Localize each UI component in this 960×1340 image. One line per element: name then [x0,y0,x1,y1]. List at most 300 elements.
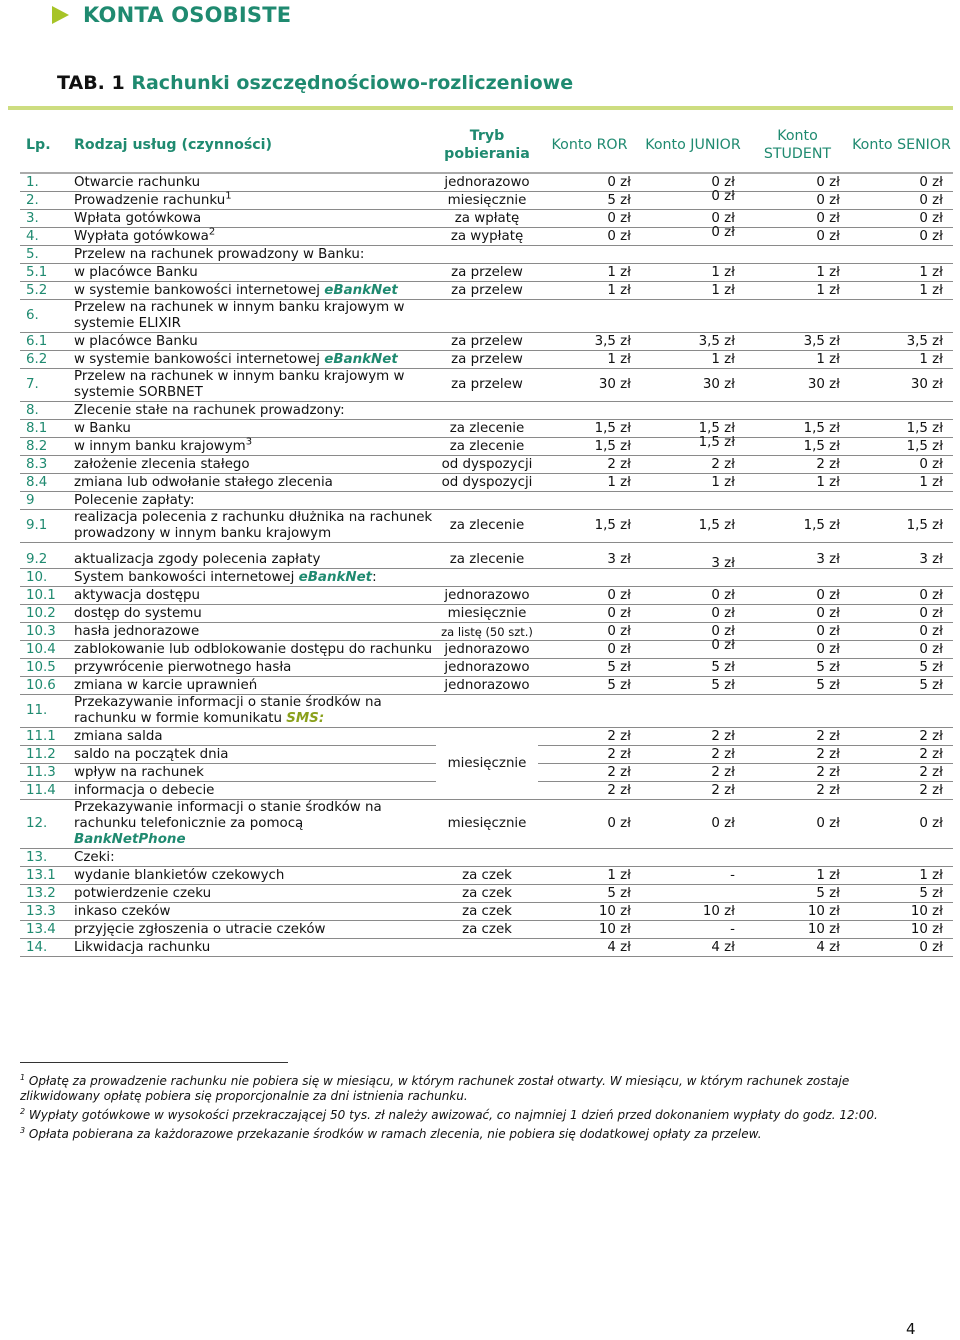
service-text: Przelew na rachunek prowadzony w Banku: [74,246,365,262]
fee-junior [641,849,745,867]
service-text: w systemie bankowości internetowej [74,351,321,367]
table-row [20,728,953,746]
service-text: Likwidacja rachunku [74,939,211,955]
row-number: 9 [20,492,74,510]
fee-senior [850,300,953,333]
fee-ror [538,300,641,333]
fee-ror [538,764,641,782]
fee-value: 3 zł [816,551,840,567]
fee-value: 1,5 zł [594,518,631,533]
fee-value: - [730,921,735,937]
fee-mode: za przelew [436,333,538,351]
fee-value: 1 zł [711,282,735,298]
table-row [20,246,953,264]
fee-student [745,764,850,782]
fee-junior [641,921,745,939]
fee-value: 0 zł [607,605,631,621]
fee-student [745,569,850,587]
fee-ror [538,885,641,903]
fee-student [745,351,850,369]
row-number: 8.2 [20,438,74,456]
footnote-number: 1 [20,1073,26,1082]
fee-value: 0 zł [607,174,631,190]
fee-value: 4 zł [816,939,840,955]
fee-mode: za listę (50 szt.) [436,623,538,641]
fee-value: 1,5 zł [906,420,943,436]
service-name [74,659,436,677]
fee-value: 1 zł [816,867,840,883]
fee-value: 30 zł [910,377,943,392]
row-number: 11.3 [20,764,74,782]
fee-mode: jednorazowo [436,587,538,605]
fee-junior [641,300,745,333]
fee-senior [850,569,953,587]
fee-value: 0 zł [919,456,943,472]
table-row [20,641,953,659]
fee-value: 0 zł [607,587,631,603]
service-text: w systemie bankowości internetowej [74,282,321,298]
fee-student [745,695,850,728]
fee-value: 1 zł [816,264,840,280]
table-row [20,587,953,605]
section-title: KONTA OSOBISTE [83,3,292,27]
fee-student [745,551,850,569]
fee-value: 5 zł [711,659,735,675]
fee-senior [850,173,953,192]
fee-value: 0 zł [919,939,943,955]
fee-mode: za przelew [436,282,538,300]
table-row [20,659,953,677]
service-name [74,746,436,764]
table-row [20,510,953,543]
fee-junior [641,569,745,587]
fee-mode: miesięcznie [436,605,538,623]
fee-value: 0 zł [816,816,840,831]
fee-value: 0 zł [919,641,943,657]
fee-value: 1 zł [919,351,943,367]
footnotes [20,1070,910,1142]
fee-mode: jednorazowo [436,641,538,659]
service-name [74,728,436,746]
fee-value: 30 zł [598,377,631,392]
fee-senior [850,246,953,264]
fee-value: 30 zł [807,377,840,392]
fee-value: 5 zł [711,677,735,693]
footnote [20,1123,910,1142]
fee-value: 1 zł [919,474,943,490]
table-row [20,456,953,474]
fee-ror [538,192,641,210]
fee-ror [538,210,641,228]
service-text: aktywacja dostępu [74,587,200,603]
col-junior: Konto JUNIOR [641,118,745,173]
fee-junior [641,782,745,800]
fee-junior [641,282,745,300]
fee-senior [850,210,953,228]
fee-senior [850,351,953,369]
fee-student [745,402,850,420]
fee-mode: za zlecenie [436,510,538,543]
fee-senior [850,921,953,939]
fee-value: 0 zł [816,623,840,639]
fee-value: 5 zł [607,677,631,693]
fee-value: 10 zł [910,921,943,937]
fee-value: 5 zł [919,677,943,693]
fee-student [745,282,850,300]
table-row [20,369,953,402]
fee-senior [850,728,953,746]
fee-value: 2 zł [607,456,631,472]
fee-junior [641,333,745,351]
col-student: Konto STUDENT [745,118,850,173]
fee-mode: jednorazowo [436,173,538,192]
footnote-ref: 2 [208,226,216,238]
fee-senior [850,782,953,800]
service-text: Przelew na rachunek w innym banku krajowym w systemie SORBNET [74,369,405,400]
fee-student [745,420,850,438]
fee-junior [641,677,745,695]
service-name [74,605,436,623]
service-text: informacja o debecie [74,782,215,798]
fee-student [745,333,850,351]
service-name [74,885,436,903]
service-text: wydanie blankietów czekowych [74,867,285,883]
service-text: przyjęcie zgłoszenia o utracie czeków [74,921,326,937]
fee-senior [850,641,953,659]
service-text: w placówce Banku [74,264,198,280]
fee-senior [850,510,953,543]
service-text: w placówce Banku [74,333,198,349]
service-text: Polecenie zapłaty: [74,492,195,508]
table-row [20,867,953,885]
fee-value: 0 zł [607,641,631,657]
fee-mode: miesięcznie [436,728,538,800]
table-row [20,474,953,492]
fee-value: 1,5 zł [698,518,735,533]
fee-value: 10 zł [807,903,840,919]
fee-mode [436,569,538,587]
fee-value: 0 zł [711,623,735,639]
fee-ror [538,867,641,885]
row-number: 5.1 [20,264,74,282]
fee-junior [641,434,745,456]
fee-value: 1 zł [607,351,631,367]
fee-value: 2 zł [919,782,943,798]
fee-mode: za zlecenie [436,438,538,456]
fee-mode: za czek [436,903,538,921]
fee-mode [436,849,538,867]
fee-value: 0 zł [919,192,943,208]
service-text: realizacja polecenia z rachunku dłużnika na rachunek prowadzony w innym banku krajowym [74,510,433,541]
fee-student [745,782,850,800]
fee-value: 2 zł [919,746,943,762]
fee-value: 2 zł [607,746,631,762]
fee-student [745,623,850,641]
service-text: zmiana salda [74,728,163,744]
fee-junior [641,746,745,764]
service-text: Otwarcie rachunku [74,174,201,190]
fee-senior [850,264,953,282]
fee-mode: miesięcznie [436,192,538,210]
footnote-number: 3 [20,1126,26,1135]
fee-value: 0 zł [711,637,735,653]
fee-mode [436,402,538,420]
fee-student [745,438,850,456]
fee-senior [850,764,953,782]
fee-ror [538,623,641,641]
fee-value: 1 zł [919,867,943,883]
fee-junior [641,224,745,246]
table-row [20,903,953,921]
fee-ror [538,351,641,369]
footnote-ref: 1 [225,190,232,202]
fee-student [745,728,850,746]
fee-senior [850,885,953,903]
fee-student [745,605,850,623]
fee-student [745,885,850,903]
fee-value: 0 zł [711,174,735,190]
service-name [74,438,436,456]
row-number: 10. [20,569,74,587]
fee-value: 0 zł [919,587,943,603]
fee-value: 1 zł [816,474,840,490]
fee-student [745,173,850,192]
fee-value: 2 zł [816,764,840,780]
fee-mode: za czek [436,921,538,939]
fee-value: 1,5 zł [594,438,631,454]
service-text: aktualizacja zgody polecenia zapłaty [74,551,321,567]
fee-ror [538,333,641,351]
fee-ror [538,474,641,492]
fee-value: 1 zł [607,282,631,298]
service-name [74,369,436,402]
fee-ror [538,782,641,800]
fee-mode [436,939,538,957]
fee-value: 0 zł [919,174,943,190]
service-text: Wpłata gotówkowa [74,210,202,226]
fee-value: 10 zł [807,921,840,937]
fee-value: 1,5 zł [906,518,943,533]
fee-value: 1 zł [607,474,631,490]
fee-value: 5 zł [919,659,943,675]
service-text: dostęp do systemu [74,605,202,621]
fee-value: 2 zł [711,746,735,762]
row-number: 13. [20,849,74,867]
fee-value: 3,5 zł [803,333,840,349]
fee-ror [538,438,641,456]
service-name: System bankowości internetowej eBankNet: [74,569,436,587]
table-row [20,569,953,587]
fee-value: 0 zł [816,641,840,657]
fee-mode: miesięcznie [436,800,538,849]
fee-senior [850,903,953,921]
fee-student [745,474,850,492]
fee-value: 4 zł [711,939,735,955]
service-name [74,300,436,333]
fee-senior [850,402,953,420]
row-number: 13.2 [20,885,74,903]
fee-value: 0 zł [711,605,735,621]
fee-value: 2 zł [919,764,943,780]
col-senior: Konto SENIOR [850,118,953,173]
fee-senior [850,228,953,246]
fee-mode [436,300,538,333]
service-text: założenie zlecenia stałego [74,456,250,472]
fee-value: 10 zł [910,903,943,919]
table-row [20,492,953,510]
fee-value: 2 zł [711,782,735,798]
fee-value: 1,5 zł [803,518,840,533]
table-header-row [20,118,953,173]
row-number: 13.1 [20,867,74,885]
fee-value: 2 zł [919,728,943,744]
service-name [74,921,436,939]
triangle-bullet-icon [52,6,69,24]
fee-value: 0 zł [919,210,943,226]
fee-junior [641,456,745,474]
fee-junior [641,764,745,782]
fee-value: 5 zł [607,885,631,901]
fee-value: 0 zł [607,228,631,244]
fee-ror [538,677,641,695]
fee-value: 1,5 zł [906,438,943,454]
fee-junior [641,551,745,569]
fee-student [745,659,850,677]
service-name [74,800,436,849]
page-number: 4 [906,1320,916,1338]
fee-senior [850,587,953,605]
fee-mode [436,246,538,264]
fee-ror [538,456,641,474]
table-row [20,695,953,728]
service-name [74,420,436,438]
service-name [74,402,436,420]
fee-junior [641,659,745,677]
service-name [74,695,436,728]
service-text: inkaso czeków [74,903,171,919]
table-row [20,605,953,623]
fee-value: 2 zł [607,728,631,744]
fee-mode: za przelew [436,351,538,369]
fee-senior [850,369,953,402]
fee-ror [538,939,641,957]
fee-student [745,369,850,402]
service-text: saldo na początek dnia [74,746,229,762]
row-number: 5.2 [20,282,74,300]
fee-student [745,300,850,333]
service-text: System bankowości internetowej [74,569,295,585]
row-number: 13.3 [20,903,74,921]
fee-junior [641,867,745,885]
fee-student [745,921,850,939]
service-text: Prowadzenie rachunku [74,192,226,208]
table-row [20,438,953,456]
table-title-text: Rachunki oszczędnościowo-rozliczeniowe [131,72,574,94]
fee-senior [850,623,953,641]
fee-senior [850,192,953,210]
table-row [20,849,953,867]
service-name [74,551,436,569]
service-text: Przelew na rachunek w innym banku krajowym w systemie ELIXIR [74,300,405,331]
fee-senior [850,551,953,569]
fee-student [745,192,850,210]
fee-value: 2 zł [607,764,631,780]
fee-value: 1 zł [711,474,735,490]
fee-value: 5 zł [919,885,943,901]
service-text: Zlecenie stałe na rachunek prowadzony: [74,402,345,418]
row-number: 6.2 [20,351,74,369]
fee-senior [850,438,953,456]
row-number: 10.3 [20,623,74,641]
fee-student [745,210,850,228]
fee-junior [641,800,745,849]
row-number: 14. [20,939,74,957]
fee-ror [538,695,641,728]
footnote-rule [20,1062,288,1063]
fee-value: 0 zł [711,587,735,603]
fee-mode: za przelew [436,264,538,282]
fee-value: 2 zł [711,728,735,744]
fee-junior [641,728,745,746]
fee-value: 1,5 zł [698,434,735,450]
row-number: 6. [20,300,74,333]
fee-value: 3 zł [607,551,631,567]
fee-value: 5 zł [607,192,631,208]
table-row [20,333,953,351]
fee-junior [641,402,745,420]
fee-value: 0 zł [816,210,840,226]
fee-value: 0 zł [607,210,631,226]
fee-value: 0 zł [919,623,943,639]
fee-senior [850,849,953,867]
row-number: 12. [20,800,74,849]
fee-mode: za zlecenie [436,551,538,569]
fee-senior [850,474,953,492]
fee-mode [436,695,538,728]
table-row [20,173,953,192]
fee-student [745,867,850,885]
service-text: potwierdzenie czeku [74,885,212,901]
fee-value: 0 zł [816,587,840,603]
service-name [74,641,436,659]
fee-value: 2 zł [816,456,840,472]
service-name [74,849,436,867]
service-name [74,173,436,192]
service-text: przywrócenie pierwotnego hasła [74,659,292,675]
service-name [74,677,436,695]
fee-value: 10 zł [702,903,735,919]
row-number: 7. [20,369,74,402]
fee-student [745,264,850,282]
fee-value: 2 zł [711,764,735,780]
fee-senior [850,420,953,438]
fee-value: 30 zł [702,377,735,392]
fee-student [745,849,850,867]
fee-ror [538,420,641,438]
fee-junior [641,264,745,282]
fee-value: 1 zł [711,264,735,280]
fee-value: 3 zł [711,555,735,571]
fee-value: 3 zł [919,551,943,567]
table-row [20,420,953,438]
fee-value: 5 zł [816,659,840,675]
fee-mode: za czek [436,867,538,885]
fee-value: 3,5 zł [594,333,631,349]
service-text: Przekazywanie informacji o stanie środków na rachunku telefonicznie za pomocą [74,800,382,831]
fee-ror [538,369,641,402]
fee-mode: za przelew [436,369,538,402]
fee-ror [538,510,641,543]
